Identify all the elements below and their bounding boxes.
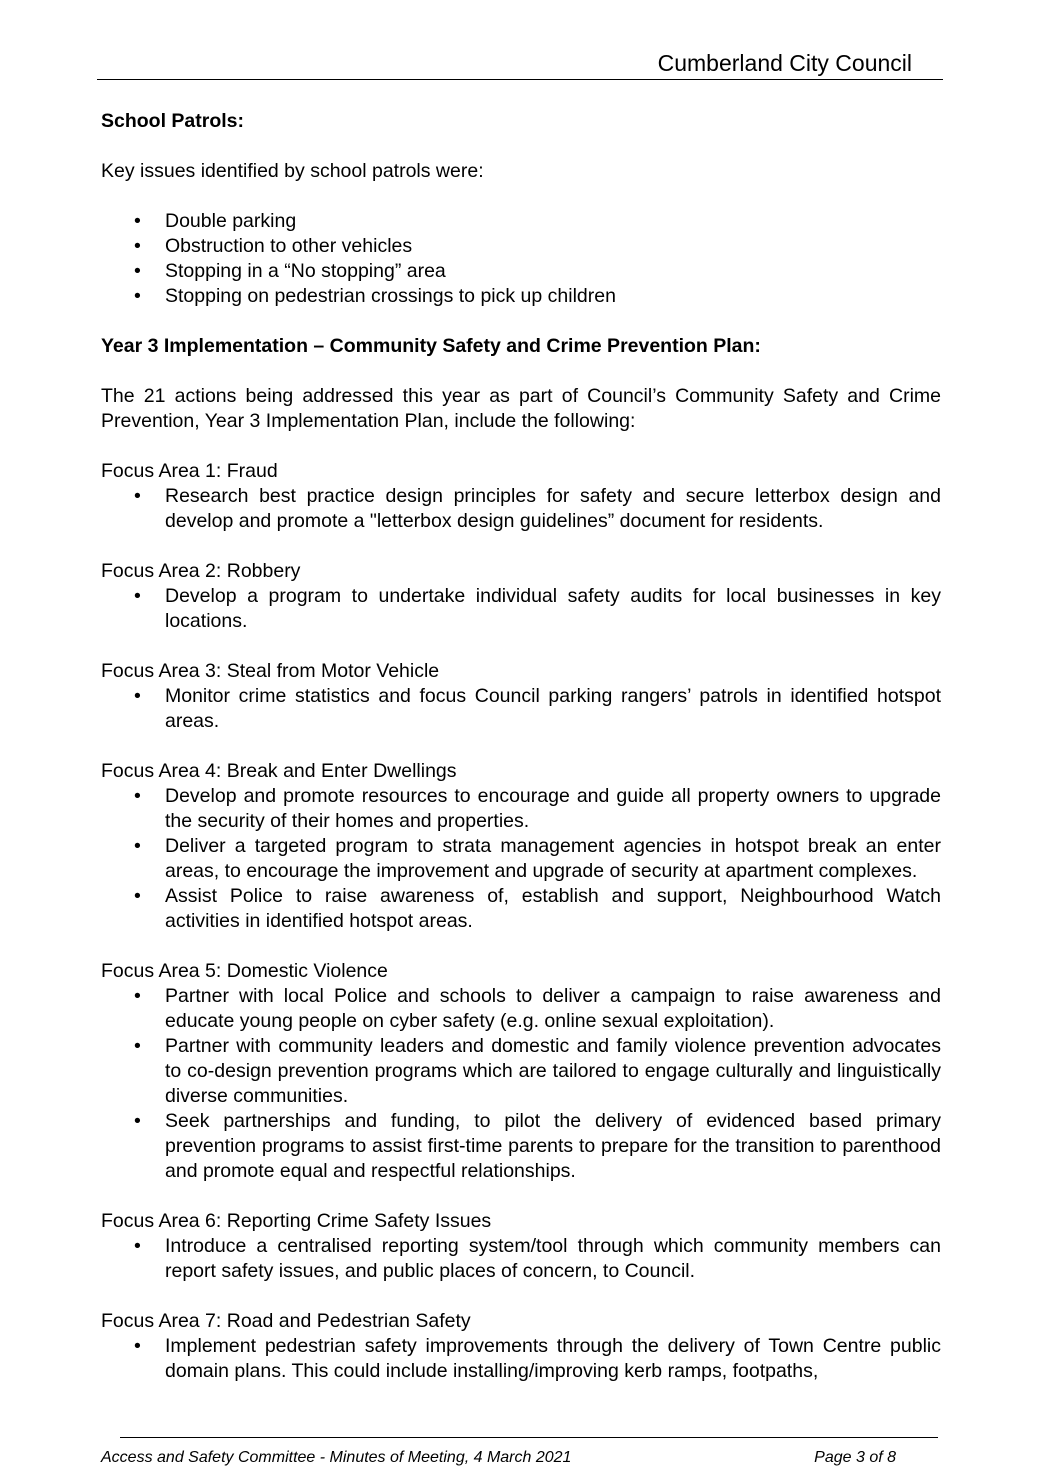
focus-area-title: Focus Area 4: Break and Enter Dwellings [101, 760, 457, 782]
list-item: • Develop and promote resources to encourage and guide all property owners to upgrade the security of their homes and properties. [101, 784, 941, 834]
page-footer [101, 1448, 896, 1468]
focus-area-3 [101, 659, 941, 734]
list-item: • Stopping on pedestrian crossings to pick up children [101, 284, 941, 309]
focus-area-list [101, 584, 941, 634]
year3-intro: The 21 actions being addressed this year as part of Council’s Community Safety and Crime Prevention, Year 3 Implementation Plan, include the following: [101, 385, 941, 432]
focus-area-list [101, 784, 941, 934]
list-item: • Double parking [101, 209, 941, 234]
focus-area-title: Focus Area 5: Domestic Violence [101, 960, 388, 982]
focus-area-list [101, 1234, 941, 1284]
focus-area-title: Focus Area 3: Steal from Motor Vehicle [101, 660, 440, 682]
page-header [97, 48, 943, 80]
list-item: • Obstruction to other vehicles [101, 234, 941, 259]
list-item: • Deliver a targeted program to strata management agencies in hotspot break an enter areas, to encourage the improvement and upgrade of security at apartment complexes. [101, 834, 941, 884]
list-item: • Develop a program to undertake individual safety audits for local businesses in key locations. [101, 584, 941, 634]
list-item: • Introduce a centralised reporting system/tool through which community members can report safety issues, and public places of concern, to Council. [101, 1234, 941, 1284]
school-patrols-heading: School Patrols: [101, 110, 245, 132]
page-number: Page 3 of 8 [814, 1449, 896, 1466]
focus-area-4 [101, 759, 941, 934]
year3-heading: Year 3 Implementation – Community Safety and Crime Prevention Plan: [101, 335, 761, 357]
list-item: • Monitor crime statistics and focus Council parking rangers’ patrols in identified hotspot areas. [101, 684, 941, 734]
focus-area-title: Focus Area 6: Reporting Crime Safety Issues [101, 1210, 492, 1232]
list-item: • Assist Police to raise awareness of, establish and support, Neighbourhood Watch activities in identified hotspot areas. [101, 884, 941, 934]
document-body [101, 109, 941, 1384]
focus-area-title: Focus Area 2: Robbery [101, 560, 301, 582]
list-item: • Partner with local Police and schools to deliver a campaign to raise awareness and educate young people on cyber safety (e.g. online sexual exploitation). [101, 984, 941, 1034]
list-item: • Implement pedestrian safety improvements through the delivery of Town Centre public domain plans. This could include installing/improving kerb ramps, footpaths, [101, 1334, 941, 1384]
focus-area-title: Focus Area 1: Fraud [101, 460, 278, 482]
org-name: Cumberland City Council [657, 50, 912, 76]
focus-area-6 [101, 1209, 941, 1284]
focus-area-7 [101, 1309, 941, 1384]
focus-area-list [101, 684, 941, 734]
list-item: • Stopping in a “No stopping” area [101, 259, 941, 284]
focus-area-list [101, 984, 941, 1184]
school-patrols-intro: Key issues identified by school patrols were: [101, 160, 484, 182]
footer-divider [120, 1437, 938, 1438]
school-patrols-list [101, 209, 941, 309]
footer-meeting-info: Access and Safety Committee - Minutes of Meeting, 4 March 2021 [101, 1449, 572, 1466]
focus-area-2 [101, 559, 941, 634]
focus-area-list [101, 1334, 941, 1384]
focus-area-list [101, 484, 941, 534]
focus-area-5 [101, 959, 941, 1184]
list-item: • Research best practice design principles for safety and secure letterbox design and develop and promote a "letterbox design guidelines” document for residents. [101, 484, 941, 534]
list-item: • Partner with community leaders and domestic and family violence prevention advocates to co-design prevention programs which are tailored to engage culturally and linguistically diverse communities. [101, 1034, 941, 1109]
focus-area-1 [101, 459, 941, 534]
focus-area-title: Focus Area 7: Road and Pedestrian Safety [101, 1310, 471, 1332]
list-item: • Seek partnerships and funding, to pilot the delivery of evidenced based primary prevention programs to assist first-time parents to prepare for the transition to parenthood and promote equal and respectful relationships. [101, 1109, 941, 1184]
